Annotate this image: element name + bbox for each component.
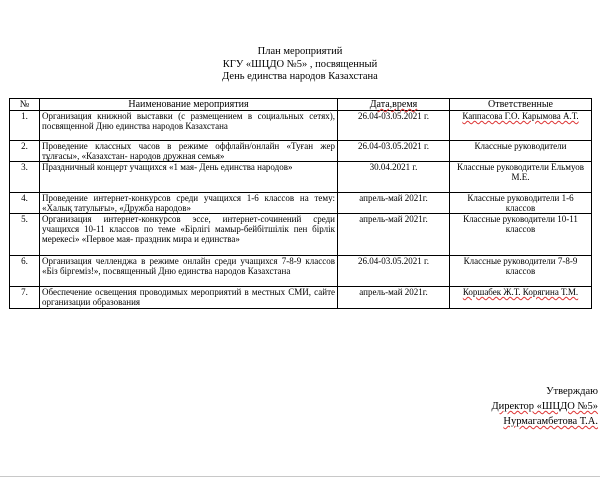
row-date: 26.04-03.05.2021 г. [338,256,450,287]
row-event-name: Проведение интернет-конкурсов среди учащихся 1-6 классов на тему: «Халық татулығы», «Дружба народов» [40,193,338,214]
title-line-2-text: КГУ «ШЦДО №5» , посвященный [222,58,378,70]
row-event-name: Праздничный концерт учащихся «1 мая- День единства народов» [40,162,338,193]
approval-line-1: Утверждаю [546,386,598,397]
row-responsible: Классные руководители [450,141,592,162]
table-row [10,214,592,256]
approval-line-3-text: Нурмагамбетова Т.А. [503,416,598,427]
table-row [10,287,592,309]
header-responsible: Ответственные [450,99,592,111]
row-responsible-text: Каппасова Г.О. Карымова А.Т. [462,111,579,121]
approval-line-2 [491,399,598,414]
row-responsible-text: Коршабек Ж.Т. Корягина Т.М. [462,287,579,297]
row-event-name: Обеспечение освещения проводимых мероприятий в местных СМИ, сайте организации образования [40,287,338,309]
row-responsible: Классные руководители 1-6 классов [450,193,592,214]
row-responsible: Классные руководители Ельмуов М.Е. [450,162,592,193]
table-row [10,141,592,162]
row-date: апрель-май 2021г. [338,287,450,309]
row-responsible [450,111,592,141]
header-date-time [338,99,450,111]
title-line-1: План мероприятий [257,46,343,57]
row-date: апрель-май 2021г. [338,193,450,214]
header-date-time-text: Дата,время [369,99,418,110]
events-plan-table [9,98,592,309]
row-date: 30.04.2021 г. [338,162,450,193]
table-row [10,162,592,193]
row-responsible: Классные руководители 10-11 классов [450,214,592,256]
approval-line-2-text: Директор «ШЦДО №5» [491,401,598,412]
header-number: № [10,99,40,111]
row-responsible: Классные руководители 7-8-9 классов [450,256,592,287]
row-date: 26.04-03.05.2021 г. [338,111,450,141]
row-event-name: Проведение классных часов в режиме оффлайн/онлайн «Туған жер тұлғасы», «Казахстан- народов дружная семья» [40,141,338,162]
row-date: 26.04-03.05.2021 г. [338,141,450,162]
row-number: 6. [10,256,40,287]
title-line-3: День единства народов Казахстана [222,71,378,82]
row-number: 1. [10,111,40,141]
approval-line-3 [491,414,598,429]
title-line-2 [0,59,600,72]
page-bottom-divider [0,476,600,477]
row-event-name: Организация интернет-конкурсов эссе, интернет-сочинений среди учащихся 10-11 классов по теме «Бірлігі мамыр-бейбітшілік пен бірлік мерекесі» «Первое мая- праздник мира и единства» [40,214,338,256]
table-header-row [10,99,592,111]
row-event-name: Организация книжной выставки (с размещением в социальных сетях), посвященной Дню единства народов Казахстана [40,111,338,141]
table-row [10,193,592,214]
row-number: 4. [10,193,40,214]
row-responsible [450,287,592,309]
table-row [10,111,592,141]
row-number: 2. [10,141,40,162]
row-number: 3. [10,162,40,193]
document-title [0,46,600,84]
row-number: 7. [10,287,40,309]
approval-block [491,384,598,429]
row-number: 5. [10,214,40,256]
row-event-name: Организация челленджа в режиме онлайн среди учащихся 7-8-9 классов «Біз біргеміз!», посвященный Дню единства народов Казахстана [40,256,338,287]
row-date: апрель-май 2021г. [338,214,450,256]
header-event-name: Наименование мероприятия [40,99,338,111]
table-row [10,256,592,287]
